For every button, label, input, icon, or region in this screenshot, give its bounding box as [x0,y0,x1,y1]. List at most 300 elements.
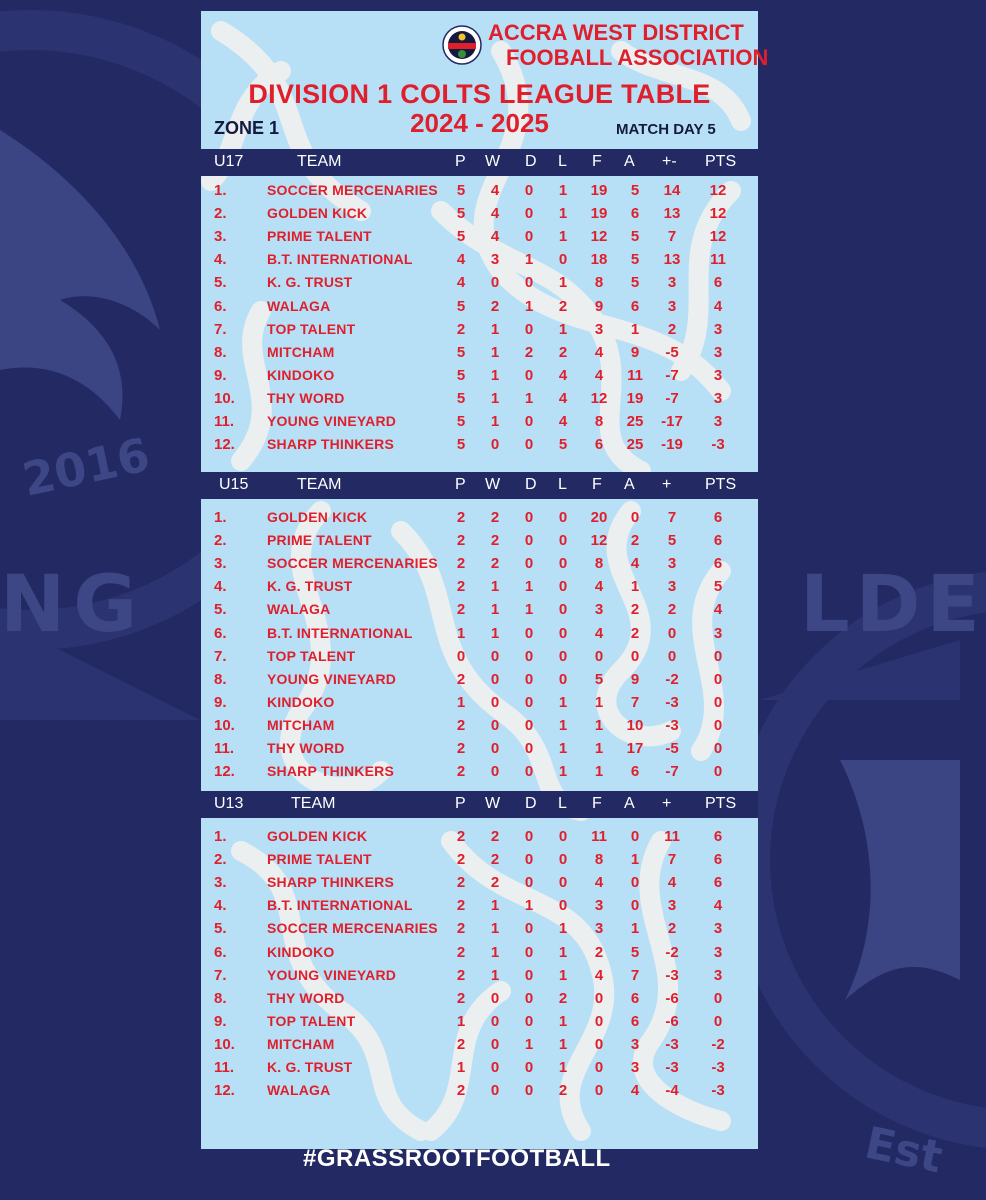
cell-p: 2 [456,1035,466,1053]
cell-d: 0 [524,366,534,384]
cell-pts: 3 [713,366,723,384]
table-row [201,272,758,295]
cell-f: 4 [594,366,604,384]
cell-l: 1 [558,1059,568,1076]
cell-rank: 11. [214,740,235,757]
cell-a: 6 [630,989,640,1007]
cell-d: 0 [524,532,534,550]
cell-p: 5 [456,436,466,454]
cell-pts: 3 [713,943,723,961]
cell-gd: 0 [667,647,677,665]
cell-l: 5 [558,436,568,454]
cell-gd: -6 [665,1012,679,1030]
cell-p: 5 [456,228,466,246]
cell-p: 1 [456,1059,466,1076]
cell-team: PRIME TALENT [267,228,372,245]
cell-team: KINDOKO [267,366,335,383]
cell-f: 1 [594,763,604,781]
cell-a: 0 [630,509,640,526]
background-year: 2016 [17,427,155,507]
cell-d: 0 [524,763,534,781]
cell-l: 1 [558,1012,568,1030]
page-title: DIVISION 1 COLTS LEAGUE TABLE [248,79,711,109]
cell-pts: 4 [713,897,723,915]
cell-w: 1 [490,943,500,961]
table-row [201,895,758,918]
cell-p: 5 [456,297,466,315]
cell-l: 4 [558,413,568,430]
cell-d: 0 [524,851,534,869]
cell-p: 2 [456,740,466,757]
cell-team: YOUNG VINEYARD [267,413,397,429]
cell-gd: 7 [667,509,677,526]
table-row [201,249,758,272]
cell-w: 4 [490,182,500,199]
cell-l: 1 [558,763,568,781]
cell-gd: -7 [665,366,679,384]
cell-team: SHARP THINKERS [267,436,395,453]
cell-d: 0 [524,693,534,711]
cell-p: 2 [456,555,466,573]
cell-a: 25 [626,436,644,454]
col-gd: +- [662,153,677,170]
cell-pts: 0 [713,740,723,757]
cell-rank: 1. [214,509,227,526]
cell-d: 0 [524,943,534,961]
table-row [201,988,758,1011]
cell-d: 0 [524,413,534,430]
table-row [201,1080,758,1103]
table-row [201,434,758,457]
col-pts: PTS [705,795,737,812]
cell-team: K. G. TRUST [267,274,353,291]
cell-d: 1 [524,601,534,619]
cell-w: 2 [490,555,500,573]
cell-rank: 7. [214,966,227,984]
table-row [201,365,758,388]
cell-w: 1 [490,320,500,338]
cell-rank: 5. [214,274,227,292]
cell-l: 0 [558,828,568,845]
table-row [201,319,758,342]
cell-gd: -2 [665,670,679,688]
cell-pts: 6 [713,828,723,845]
cell-rank: 2. [214,205,227,223]
cell-l: 0 [558,624,568,642]
table-row [201,599,758,622]
cell-d: 0 [524,1059,534,1076]
cell-p: 2 [456,828,466,845]
cell-l: 0 [558,647,568,665]
cell-gd: -3 [665,966,679,984]
cell-w: 0 [490,716,500,734]
cell-w: 0 [490,670,500,688]
cell-l: 4 [558,366,568,384]
cell-l: 0 [558,897,568,915]
cell-rank: 6. [214,943,227,961]
cell-gd: -6 [665,989,679,1007]
cell-w: 1 [490,343,500,361]
cell-team: TOP TALENT [267,1012,356,1029]
cell-f: 8 [594,413,604,430]
cell-pts: 3 [713,320,723,338]
cell-p: 2 [456,670,466,688]
cell-gd: 11 [664,828,680,845]
cell-l: 1 [558,182,568,199]
cell-w: 2 [490,297,500,315]
cell-pts: 0 [713,693,723,711]
cell-f: 1 [594,716,604,734]
table-row [201,669,758,692]
table-row [201,965,758,988]
cell-pts: 4 [713,297,723,315]
table-row [201,692,758,715]
cell-f: 2 [594,943,604,961]
group-label: U13 [214,795,244,812]
cell-rank: 12. [214,763,235,781]
cell-rank: 3. [214,874,227,892]
cell-pts: 11 [710,251,726,269]
cell-l: 1 [558,205,568,223]
cell-team: TOP TALENT [267,647,356,664]
cell-p: 4 [456,251,466,269]
cell-team: THY WORD [267,740,345,756]
cell-a: 5 [630,943,640,961]
cell-pts: 12 [709,205,727,223]
group-label: U15 [219,476,249,493]
cell-f: 12 [590,228,608,246]
table-row [201,918,758,941]
cell-a: 6 [630,205,640,223]
cell-rank: 5. [214,920,227,938]
cell-w: 0 [490,1059,500,1076]
cell-w: 0 [490,1082,500,1100]
col-d: D [525,476,537,493]
cell-rank: 8. [214,343,227,361]
col-l: L [558,153,567,170]
league-table-panel [201,11,769,1149]
cell-a: 2 [630,624,640,642]
cell-pts: -2 [711,1035,725,1053]
cell-d: 2 [524,343,534,361]
cell-w: 1 [490,920,500,938]
cell-pts: 6 [713,509,723,526]
cell-p: 4 [456,274,466,292]
cell-gd: 3 [667,297,677,315]
cell-w: 1 [490,966,500,984]
cell-gd: -5 [665,343,679,361]
cell-f: 12 [590,532,608,550]
cell-f: 3 [594,897,604,915]
cell-d: 0 [524,228,534,246]
table-row [201,623,758,646]
cell-rank: 5. [214,601,227,619]
table-row [201,507,758,530]
cell-d: 0 [524,740,534,757]
cell-l: 0 [558,532,568,550]
cell-team: SHARP THINKERS [267,763,395,780]
cell-team: B.T. INTERNATIONAL [267,897,413,914]
cell-team: MITCHAM [267,343,335,360]
cell-a: 5 [630,274,640,292]
cell-pts: -3 [711,436,725,454]
cell-p: 2 [456,763,466,781]
cell-l: 0 [558,670,568,688]
cell-d: 0 [524,1012,534,1030]
col-a: A [624,153,635,170]
cell-w: 0 [490,436,500,454]
cell-rank: 8. [214,670,227,688]
cell-p: 5 [456,343,466,361]
cell-l: 2 [558,1082,568,1100]
cell-w: 0 [490,693,500,711]
table-row [201,530,758,553]
cell-f: 1 [594,740,604,757]
cell-l: 4 [558,389,568,407]
cell-rank: 8. [214,989,227,1007]
cell-a: 2 [630,601,640,619]
table-row [201,576,758,599]
cell-p: 2 [456,578,466,596]
cell-team: SOCCER MERCENARIES [267,555,438,572]
cell-f: 11 [591,828,607,845]
cell-d: 0 [524,509,534,526]
cell-l: 0 [558,874,568,892]
cell-team: WALAGA [267,601,331,618]
association-logo [442,25,482,65]
cell-w: 0 [490,763,500,781]
cell-d: 1 [524,251,534,269]
table-row [201,849,758,872]
col-team: TEAM [297,153,342,170]
cell-rank: 4. [214,578,227,596]
cell-a: 4 [630,1082,640,1100]
cell-w: 0 [490,989,500,1007]
cell-a: 3 [630,1035,640,1053]
col-p: P [455,476,466,493]
cell-f: 4 [594,343,604,361]
cell-team: YOUNG VINEYARD [267,670,397,687]
cell-pts: 3 [713,413,723,430]
cell-d: 0 [524,989,534,1007]
cell-gd: 3 [667,578,677,596]
cell-l: 1 [558,920,568,938]
cell-team: B.T. INTERNATIONAL [267,251,413,268]
cell-team: PRIME TALENT [267,532,372,549]
cell-gd: 7 [667,851,677,869]
table-row [201,180,758,203]
col-pts: PTS [705,476,737,493]
cell-w: 0 [490,740,500,757]
col-p: P [455,153,466,170]
cell-w: 1 [490,413,500,430]
org-name [488,20,769,70]
cell-d: 0 [524,320,534,338]
cell-a: 1 [630,851,640,869]
cell-d: 0 [524,436,534,454]
cell-a: 6 [630,1012,640,1030]
cell-team: MITCHAM [267,716,335,733]
cell-w: 2 [490,851,500,869]
cell-f: 0 [594,1082,604,1100]
table-header-u17 [201,149,758,176]
cell-w: 1 [490,366,500,384]
cell-a: 5 [630,182,640,199]
table-row [201,203,758,226]
cell-pts: -3 [711,1059,725,1076]
col-f: F [592,476,602,493]
cell-team: SOCCER MERCENARIES [267,182,438,198]
col-team: TEAM [297,476,342,493]
cell-f: 0 [594,1012,604,1030]
cell-f: 0 [594,989,604,1007]
table-row [201,226,758,249]
cell-d: 0 [524,182,534,199]
cell-gd: 13 [663,205,681,223]
cell-f: 3 [594,601,604,619]
cell-w: 2 [490,828,500,845]
cell-l: 1 [558,228,568,246]
cell-rank: 7. [214,320,227,338]
table-row [201,1034,758,1057]
cell-gd: 13 [663,251,681,269]
cell-l: 1 [558,966,568,984]
cell-l: 1 [558,943,568,961]
cell-gd: 2 [667,320,677,338]
cell-a: 9 [630,343,640,361]
cell-pts: 5 [713,578,723,596]
cell-gd: 3 [667,274,677,292]
cell-rank: 7. [214,647,227,665]
cell-f: 8 [594,851,604,869]
cell-p: 2 [456,943,466,961]
cell-a: 7 [630,966,640,984]
cell-f: 3 [594,920,604,938]
cell-l: 0 [558,251,568,269]
cell-rank: 4. [214,251,227,269]
col-l: L [558,476,567,493]
table-header-u13 [201,791,758,818]
cell-w: 1 [490,897,500,915]
cell-f: 6 [594,436,604,454]
col-gd: + [662,476,672,493]
cell-d: 0 [524,716,534,734]
cell-f: 4 [594,874,604,892]
cell-l: 0 [558,601,568,619]
cell-d: 0 [524,1082,534,1100]
cell-team: TOP TALENT [267,320,356,337]
cell-w: 1 [490,601,500,619]
cell-f: 18 [590,251,608,269]
cell-a: 19 [626,389,644,407]
cell-l: 1 [558,274,568,292]
cell-f: 19 [590,205,608,223]
cell-d: 1 [524,1035,534,1053]
cell-team: B.T. INTERNATIONAL [267,624,413,641]
cell-rank: 2. [214,851,227,869]
cell-team: MITCHAM [267,1035,335,1052]
cell-team: WALAGA [267,1082,331,1099]
col-pts: PTS [705,153,737,170]
cell-p: 2 [456,874,466,892]
cell-gd: 7 [667,228,677,246]
cell-gd: 14 [663,182,681,199]
cell-p: 5 [456,389,466,407]
cell-a: 6 [630,297,640,315]
cell-a: 17 [626,740,644,757]
group-label: U17 [214,153,244,170]
cell-a: 0 [630,897,640,915]
cell-a: 5 [630,251,640,269]
col-a: A [624,795,635,812]
cell-a: 11 [627,366,643,384]
cell-f: 0 [594,1035,604,1053]
col-gd: + [662,795,672,812]
zone-label: ZONE 1 [214,118,280,138]
table-row [201,872,758,895]
cell-rank: 3. [214,555,227,573]
cell-l: 0 [558,555,568,573]
cell-gd: 0 [667,624,677,642]
match-day-label: MATCH DAY 5 [616,121,716,138]
cell-w: 0 [490,1012,500,1030]
cell-pts: 6 [713,274,723,292]
cell-f: 8 [594,274,604,292]
cell-d: 0 [524,555,534,573]
cell-pts: 0 [713,647,723,665]
cell-f: 4 [594,966,604,984]
cell-f: 5 [594,670,604,688]
cell-w: 2 [490,532,500,550]
cell-gd: -3 [665,1059,679,1076]
cell-gd: -2 [665,943,679,961]
cell-gd: -3 [665,693,679,711]
cell-rank: 9. [214,366,227,384]
cell-gd: 3 [667,897,677,915]
table-row [201,826,758,849]
cell-l: 2 [558,343,568,361]
cell-gd: -5 [665,740,679,757]
cell-p: 2 [456,601,466,619]
cell-a: 7 [630,693,640,711]
cell-team: THY WORD [267,389,345,406]
cell-pts: 3 [713,966,723,984]
cell-pts: 6 [713,532,723,550]
cell-gd: -17 [661,413,683,430]
cell-d: 1 [524,297,534,315]
cell-w: 3 [490,251,500,269]
cell-team: GOLDEN KICK [267,205,368,222]
cell-rank: 6. [214,624,227,642]
cell-a: 5 [630,228,640,246]
table-row [201,942,758,965]
cell-l: 2 [558,989,568,1007]
cell-p: 2 [456,966,466,984]
cell-l: 2 [558,297,568,315]
cell-gd: 4 [667,874,677,892]
cell-rank: 1. [214,182,227,199]
cell-f: 4 [594,578,604,596]
col-f: F [592,153,602,170]
cell-p: 1 [456,693,466,711]
cell-team: KINDOKO [267,943,335,960]
cell-team: THY WORD [267,989,345,1006]
cell-p: 1 [456,624,466,642]
cell-a: 0 [630,647,640,665]
cell-team: K. G. TRUST [267,1059,353,1075]
cell-d: 0 [524,828,534,845]
cell-rank: 9. [214,1012,227,1030]
